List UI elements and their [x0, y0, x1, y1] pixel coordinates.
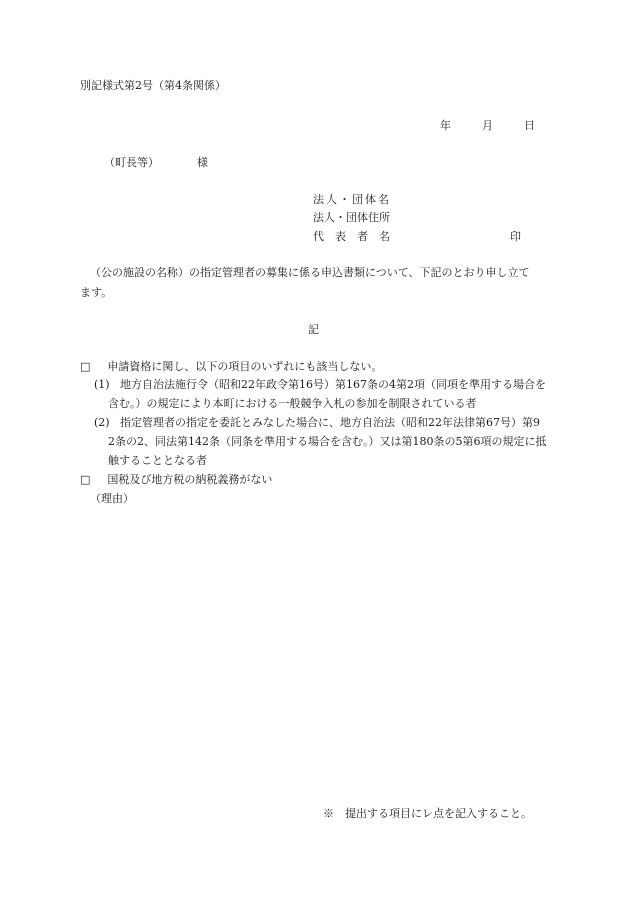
representative-label: 代 表 者 名 — [313, 230, 390, 243]
check-item-1-label: 申請資格に関し、以下の項目のいずれにも該当しない。 — [107, 360, 383, 373]
corp-address-label: 法人・団体住所 — [313, 211, 390, 224]
sub-item-1-line-1: 地方自治法施行令（昭和22年政令第16号）第167条の4第2項（同項を準用する場合を — [120, 378, 546, 391]
date-line — [440, 119, 535, 133]
sub-item-1-number: (1) — [94, 378, 110, 391]
date-day: 日 — [524, 119, 535, 132]
sub-item-2-line-1: 指定管理者の指定を委託とみなした場合に、地方自治法（昭和22年法律第67号）第9 — [120, 416, 540, 429]
addressee-honorific: 様 — [197, 156, 208, 169]
form-title: 別記様式第2号（第4条関係） — [80, 79, 226, 92]
addressee-name: （町長等） — [104, 156, 159, 169]
footnote: ※ 提出する項目にレ点を記入すること。 — [323, 807, 532, 820]
sub-item-2-line-2: 2条の2、同法第142条（同条を準用する場合を含む。）又は第180条の5第6項の規定に抵 — [108, 435, 547, 448]
reason-label: （理由） — [90, 492, 134, 505]
check-item-2 — [80, 473, 272, 487]
corp-name-label: 法人・団体名 — [313, 193, 391, 206]
note-heading: 記 — [308, 323, 319, 336]
intro-line-2: ます。 — [80, 286, 113, 299]
date-month: 月 — [482, 119, 493, 132]
intro-line-1: （公の施設の名称）の指定管理者の募集に係る申込書類について、下記のとおり申し立て — [90, 266, 530, 279]
date-year: 年 — [440, 119, 451, 132]
sub-item-2-number: (2) — [94, 416, 110, 429]
sub-item-2-line-3: 触することとなる者 — [108, 454, 207, 467]
check-item-2-label: 国税及び地方税の納税義務がない — [107, 473, 273, 486]
sub-item-1-line-2: 含む。）の規定により本町における一般競争入札の参加を制限されている者 — [108, 397, 477, 410]
check-item-1 — [80, 360, 382, 374]
checkbox-2[interactable]: □ — [80, 473, 91, 486]
checkbox-1[interactable]: □ — [80, 360, 91, 373]
seal-mark: 印 — [510, 230, 521, 243]
